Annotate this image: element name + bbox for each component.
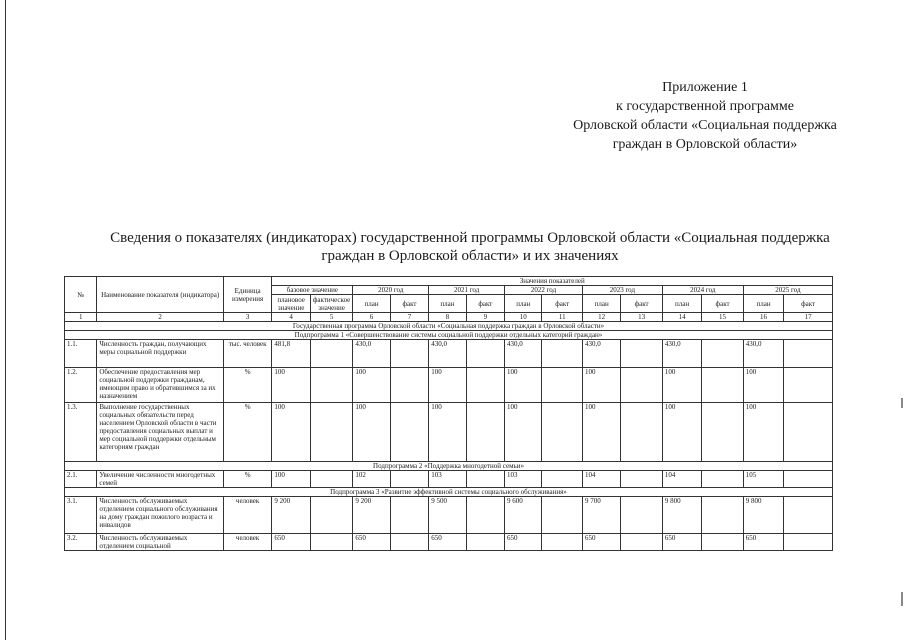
row-base-fact <box>310 368 352 403</box>
row-value <box>702 471 743 488</box>
header-base-plan: плановое значение <box>272 295 310 313</box>
row-value: 104 <box>662 471 701 488</box>
row-base-fact <box>310 403 352 462</box>
row-base-plan: 100 <box>272 368 310 403</box>
row-value <box>621 340 662 368</box>
col-number: 7 <box>390 313 428 322</box>
appendix-line-4: граждан в Орловской области» <box>612 137 798 152</box>
scan-edge-mark <box>901 592 903 606</box>
row-unit: % <box>223 368 272 403</box>
row-value <box>390 534 428 551</box>
subprogram-1-title: Подпрограмма 1 «Совершенствование системы социальной поддержки отдельных категорий граждан» <box>65 331 833 340</box>
row-value: 650 <box>429 534 466 551</box>
row-name: Численность обслуживаемых отделением социальной <box>97 534 223 551</box>
col-number: 9 <box>466 313 504 322</box>
row-base-fact <box>310 497 352 534</box>
col-number: 1 <box>65 313 97 322</box>
row-value <box>466 403 504 462</box>
row-value <box>466 534 504 551</box>
col-number: 17 <box>784 313 833 322</box>
header-values: Значения показателей <box>272 277 833 286</box>
page-left-edge <box>5 0 6 640</box>
row-base-plan: 100 <box>272 403 310 462</box>
column-numbers-row <box>65 313 833 322</box>
col-number: 5 <box>310 313 352 322</box>
row-value <box>390 403 428 462</box>
row-value: 430,0 <box>743 340 783 368</box>
row-base-plan: 481,8 <box>272 340 310 368</box>
row-value <box>621 471 662 488</box>
row-unit: человек <box>223 534 272 551</box>
row-value: 430,0 <box>582 340 620 368</box>
header-year-2021: 2021 год <box>429 286 505 295</box>
row-value: 100 <box>505 403 542 462</box>
header-year-2022: 2022 год <box>505 286 583 295</box>
appendix-line-3: Орловской области «Социальная поддержка <box>573 118 837 133</box>
row-num: 1.2. <box>65 368 97 403</box>
table-row <box>65 340 833 368</box>
header-year-2023: 2023 год <box>582 286 662 295</box>
row-value: 103 <box>429 471 466 488</box>
col-number: 12 <box>582 313 620 322</box>
col-number: 15 <box>702 313 743 322</box>
row-value <box>542 471 582 488</box>
header-plan: план <box>743 295 783 313</box>
row-value <box>784 497 833 534</box>
header-fact: факт <box>702 295 743 313</box>
header-base-fact: фактическое значение <box>310 295 352 313</box>
col-number: 14 <box>662 313 701 322</box>
row-value <box>390 497 428 534</box>
indicators-table <box>64 276 833 551</box>
col-number: 10 <box>505 313 542 322</box>
row-value: 100 <box>582 403 620 462</box>
row-value <box>621 497 662 534</box>
header-num: № <box>65 277 97 313</box>
row-value: 650 <box>662 534 701 551</box>
row-value: 9 800 <box>662 497 701 534</box>
row-value: 430,0 <box>662 340 701 368</box>
row-num: 3.2. <box>65 534 97 551</box>
header-plan: план <box>505 295 542 313</box>
col-number: 13 <box>621 313 662 322</box>
col-number: 2 <box>97 313 223 322</box>
subprogram-2-title: Подпрограмма 2 «Поддержка многодетной семьи» <box>65 462 833 471</box>
row-base-fact <box>310 534 352 551</box>
row-base-plan: 100 <box>272 471 310 488</box>
header-year-2025: 2025 год <box>743 286 832 295</box>
table-row <box>65 403 833 462</box>
program-title: Государственная программа Орловской области «Социальная поддержка граждан в Орловской области» <box>65 322 833 331</box>
row-value <box>390 368 428 403</box>
row-value <box>466 340 504 368</box>
row-value: 9 600 <box>505 497 542 534</box>
row-value <box>621 403 662 462</box>
header-plan: план <box>662 295 701 313</box>
program-title-row <box>65 322 833 331</box>
row-value <box>784 368 833 403</box>
table-row <box>65 368 833 403</box>
row-value: 100 <box>353 403 390 462</box>
appendix-line-1: Приложение 1 <box>662 80 748 95</box>
row-value <box>784 403 833 462</box>
row-value <box>466 471 504 488</box>
row-value: 100 <box>429 403 466 462</box>
header-plan: план <box>429 295 466 313</box>
row-num: 1.1. <box>65 340 97 368</box>
row-value: 9 700 <box>582 497 620 534</box>
row-value <box>702 368 743 403</box>
scan-edge-mark <box>901 398 903 408</box>
subprogram-row <box>65 331 833 340</box>
row-value <box>542 340 582 368</box>
header-plan: план <box>353 295 390 313</box>
table-row <box>65 471 833 488</box>
document-title <box>90 229 850 265</box>
row-unit: % <box>223 471 272 488</box>
row-name: Выполнение государственных социальных обязательств перед населением Орловской области в части предоставления социальных выплат и мер социальной поддержки отдельным категориям граждан <box>97 403 223 462</box>
row-value <box>466 368 504 403</box>
table-row <box>65 534 833 551</box>
row-value: 100 <box>505 368 542 403</box>
row-value <box>702 497 743 534</box>
row-num: 3.1. <box>65 497 97 534</box>
row-base-fact <box>310 471 352 488</box>
header-name: Наименование показателя (индикатора) <box>97 277 223 313</box>
col-number: 8 <box>429 313 466 322</box>
row-value: 100 <box>662 403 701 462</box>
header-fact: факт <box>542 295 582 313</box>
row-value <box>542 403 582 462</box>
header-year-2020: 2020 год <box>353 286 429 295</box>
appendix-header <box>540 78 870 154</box>
subprogram-row <box>65 462 833 471</box>
row-num: 2.1. <box>65 471 97 488</box>
col-number: 3 <box>223 313 272 322</box>
header-unit: Единица измерения <box>223 277 272 313</box>
header-base: базовое значение <box>272 286 353 295</box>
row-value: 9 200 <box>353 497 390 534</box>
header-fact: факт <box>784 295 833 313</box>
row-name: Обеспечение предоставления мер социальной поддержки гражданам, имеющим право и обратившимся за их назначением <box>97 368 223 403</box>
row-value: 650 <box>582 534 620 551</box>
row-value <box>784 471 833 488</box>
header-plan: план <box>582 295 620 313</box>
row-value: 9 800 <box>743 497 783 534</box>
appendix-line-2: к государственной программе <box>616 99 794 114</box>
row-value: 650 <box>743 534 783 551</box>
title-line-1: Сведения о показателях (индикаторах) государственной программы Орловской области «Социальная поддержка <box>110 230 830 246</box>
row-num: 1.3. <box>65 403 97 462</box>
row-value <box>702 403 743 462</box>
subprogram-3-title: Подпрограмма 3 «Развитие эффективной системы социального обслуживания» <box>65 488 833 497</box>
header-row-1 <box>65 277 833 286</box>
row-name: Численность обслуживаемых отделением социального обслуживания на дому граждан пожилого возраста и инвалидов <box>97 497 223 534</box>
row-base-fact <box>310 340 352 368</box>
row-value: 104 <box>582 471 620 488</box>
row-name: Увеличение численности многодетных семей <box>97 471 223 488</box>
row-value <box>784 340 833 368</box>
row-unit: человек <box>223 497 272 534</box>
row-name: Численность граждан, получающих меры социальной поддержки <box>97 340 223 368</box>
row-unit: % <box>223 403 272 462</box>
row-base-plan: 9 200 <box>272 497 310 534</box>
row-unit: тыс. человек <box>223 340 272 368</box>
row-value <box>466 497 504 534</box>
subprogram-row <box>65 488 833 497</box>
header-year-2024: 2024 год <box>662 286 743 295</box>
row-value <box>542 534 582 551</box>
row-value <box>390 471 428 488</box>
row-value: 9 500 <box>429 497 466 534</box>
header-fact: факт <box>621 295 662 313</box>
row-value: 103 <box>505 471 542 488</box>
row-value: 100 <box>353 368 390 403</box>
row-value: 430,0 <box>353 340 390 368</box>
col-number: 16 <box>743 313 783 322</box>
row-value <box>702 534 743 551</box>
row-value: 650 <box>505 534 542 551</box>
row-value <box>542 368 582 403</box>
col-number: 11 <box>542 313 582 322</box>
row-value: 650 <box>353 534 390 551</box>
row-value: 100 <box>582 368 620 403</box>
row-value <box>621 534 662 551</box>
header-fact: факт <box>390 295 428 313</box>
header-fact: факт <box>466 295 504 313</box>
row-value: 105 <box>743 471 783 488</box>
row-value: 102 <box>353 471 390 488</box>
row-value: 100 <box>743 403 783 462</box>
col-number: 4 <box>272 313 310 322</box>
row-value: 100 <box>429 368 466 403</box>
row-value <box>542 497 582 534</box>
row-base-plan: 650 <box>272 534 310 551</box>
row-value <box>621 368 662 403</box>
row-value <box>784 534 833 551</box>
row-value: 100 <box>743 368 783 403</box>
row-value: 100 <box>662 368 701 403</box>
row-value <box>702 340 743 368</box>
row-value: 430,0 <box>505 340 542 368</box>
row-value <box>390 340 428 368</box>
table-row <box>65 497 833 534</box>
col-number: 6 <box>353 313 390 322</box>
row-value: 430,0 <box>429 340 466 368</box>
title-line-2: граждан в Орловской области» и их значениях <box>321 248 619 264</box>
